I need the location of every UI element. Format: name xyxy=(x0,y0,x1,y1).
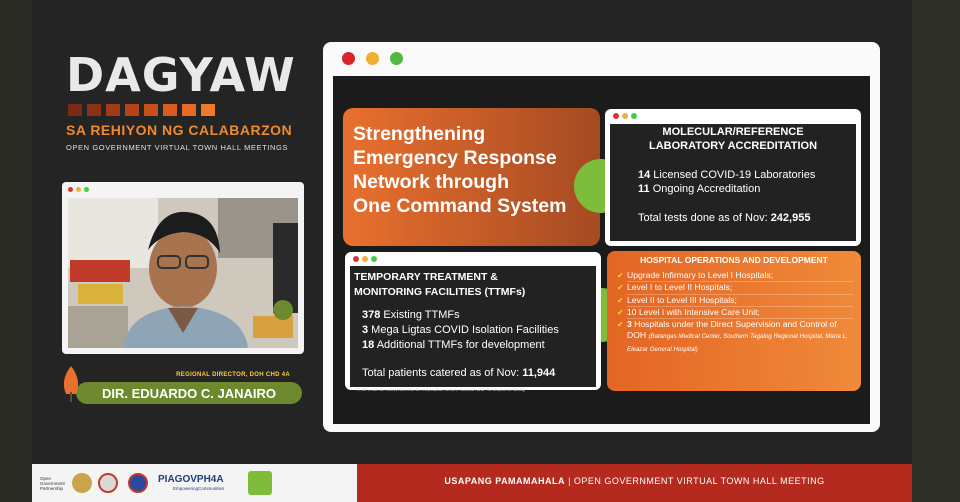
footer-banner-rest: | OPEN GOVERNMENT VIRTUAL TOWN HALL MEETING xyxy=(565,476,825,486)
footer-banner-text xyxy=(357,476,912,486)
ttmf-footnote: *TTMFs can be converted into an evacuation center, nutrition and TB treatment facility xyxy=(354,387,526,392)
check-icon: ✔ xyxy=(617,271,624,280)
molecular-card xyxy=(605,109,861,246)
molecular-card-body xyxy=(610,124,856,241)
ttmf-card xyxy=(345,252,601,390)
logo-bar xyxy=(125,104,139,116)
check-icon: ✔ xyxy=(617,320,624,330)
seal-logo-icon xyxy=(72,473,92,493)
ongoing-label: Ongoing Accreditation xyxy=(649,183,761,195)
footer-banner xyxy=(357,464,912,502)
slide-area xyxy=(333,76,870,424)
left-edge xyxy=(0,0,32,502)
list-item-count: 3 xyxy=(627,319,632,330)
logo-bar xyxy=(68,104,82,116)
minimize-dot-icon xyxy=(366,52,379,65)
hospital-list xyxy=(617,270,853,355)
logo-tagline: OPEN GOVERNMENT VIRTUAL TOWN HALL MEETINGS xyxy=(66,143,289,152)
speaker-name: DIR. EDUARDO C. JANAIRO xyxy=(101,386,277,401)
licensed-labs-count: 14 xyxy=(638,169,651,181)
footer-small-logo: Open Government Partnership xyxy=(40,476,65,491)
total-patients-value: 11,944 xyxy=(522,367,556,379)
speaker-name-pill xyxy=(76,382,302,404)
ttmf-card-body xyxy=(350,266,596,392)
list-item-text: Hospitals under the Direct Supervision and Control of DOH xyxy=(627,319,837,341)
list-item xyxy=(617,295,853,306)
list-item-text: Upgrade Infirmary to Level I Hospitals; xyxy=(627,270,774,280)
ongoing-count: 11 xyxy=(638,183,650,195)
slide-title xyxy=(353,122,566,218)
existing-ttmf-line xyxy=(362,309,460,321)
ttmf-heading-line: TEMPORARY TREATMENT & xyxy=(354,271,498,283)
mega-facilities-count: 3 xyxy=(362,324,369,336)
piago-tagline: EmpoweringCommunities xyxy=(173,486,225,491)
speaker-role: REGIONAL DIRECTOR, DOH CHD 4A xyxy=(176,372,290,378)
additional-ttmf-label: Additional TTMFs for development xyxy=(374,339,545,351)
list-item-text: Level I to Level II Hospitals; xyxy=(627,282,733,293)
additional-ttmf-line xyxy=(362,339,545,351)
existing-ttmf-label: Existing TTMFs xyxy=(380,309,460,321)
maximize-dot-icon xyxy=(84,187,89,192)
check-icon: ✔ xyxy=(617,295,624,305)
molecular-heading xyxy=(610,125,856,153)
footer-banner-strong: USAPANG PAMAMAHALA xyxy=(444,476,566,486)
logo-bar xyxy=(201,104,215,116)
hospital-heading: HOSPITAL OPERATIONS AND DEVELOPMENT xyxy=(640,255,828,265)
slide-title-card xyxy=(343,108,600,246)
logo-bar xyxy=(144,104,158,116)
molecular-heading-line: MOLECULAR/REFERENCE xyxy=(662,126,804,138)
tree-decoration-icon xyxy=(58,364,84,404)
right-edge xyxy=(912,0,960,502)
close-dot-icon xyxy=(342,52,355,65)
total-tests-value: 242,955 xyxy=(770,212,811,224)
card-window-controls xyxy=(353,256,377,262)
logo-color-bars xyxy=(68,104,306,116)
logo-bar xyxy=(106,104,120,116)
minimize-dot-icon xyxy=(76,187,81,192)
slide-title-line: Emergency Response xyxy=(353,147,557,169)
close-dot-icon xyxy=(613,113,619,119)
logo-bar xyxy=(87,104,101,116)
maximize-dot-icon xyxy=(371,256,377,262)
logo-subtitle: SA REHIYON NG CALABARZON xyxy=(66,122,293,138)
existing-ttmf-count: 378 xyxy=(362,309,381,321)
check-icon: ✔ xyxy=(617,307,624,317)
minimize-dot-icon xyxy=(362,256,368,262)
seal-logo-icon xyxy=(248,471,272,495)
speaker-video-icon xyxy=(68,198,298,348)
list-item xyxy=(617,319,853,355)
piago-logo: PIAGOVPH4A xyxy=(158,474,224,485)
footer-bar xyxy=(32,464,912,502)
minimize-dot-icon xyxy=(622,113,628,119)
molecular-heading-line: LABORATORY ACCREDITATION xyxy=(648,140,818,152)
logo-bar xyxy=(163,104,177,116)
close-dot-icon xyxy=(353,256,359,262)
hospital-card xyxy=(607,251,861,391)
ongoing-accreditation-line xyxy=(638,183,760,195)
ttmf-heading-line: MONITORING FACILITIES (TTMFs) xyxy=(354,286,526,298)
speaker-video xyxy=(68,198,298,348)
seal-logo-icon xyxy=(128,473,148,493)
list-item-text: 10 Level I with Intensive Care Unit; xyxy=(627,306,760,317)
list-item-note: (Batangas Medical Center, Southern Tagalog Regional Hospital, Maria L. Eleazar General Hospital) xyxy=(627,333,848,353)
maximize-dot-icon xyxy=(631,113,637,119)
mega-facilities-label: Mega Ligtas COVID Isolation Facilities xyxy=(368,324,559,336)
total-tests-line xyxy=(638,212,810,224)
presentation-window xyxy=(323,42,880,432)
list-item xyxy=(617,282,853,293)
dagyaw-logo xyxy=(66,50,306,152)
close-dot-icon xyxy=(68,187,73,192)
logo-title: DAGYAW xyxy=(66,48,296,102)
slide-title-line: Strengthening xyxy=(353,123,486,145)
speaker-video-window xyxy=(62,182,304,354)
slide-title-line: Network through xyxy=(353,171,509,193)
total-patients-label: Total patients catered as of Nov: xyxy=(362,367,523,379)
mega-facilities-line xyxy=(362,324,559,336)
ttmf-heading xyxy=(354,270,525,300)
additional-ttmf-count: 18 xyxy=(362,339,375,351)
list-item-text: Level II to Level III Hospitals; xyxy=(627,294,737,305)
card-window-controls xyxy=(613,113,637,119)
maximize-dot-icon xyxy=(390,52,403,65)
logo-bar xyxy=(182,104,196,116)
total-patients-line xyxy=(362,367,555,379)
window-controls xyxy=(68,187,89,192)
seal-logo-icon xyxy=(98,473,118,493)
licensed-labs-line xyxy=(638,169,815,181)
list-item xyxy=(617,270,853,281)
slide-title-line: One Command System xyxy=(353,195,567,217)
total-tests-label: Total tests done as of Nov: xyxy=(638,212,771,224)
check-icon: ✔ xyxy=(617,283,624,293)
list-item xyxy=(617,307,853,318)
licensed-labs-label: Licensed COVID-19 Laboratories xyxy=(650,169,816,181)
speaker-name-tag xyxy=(58,372,308,406)
